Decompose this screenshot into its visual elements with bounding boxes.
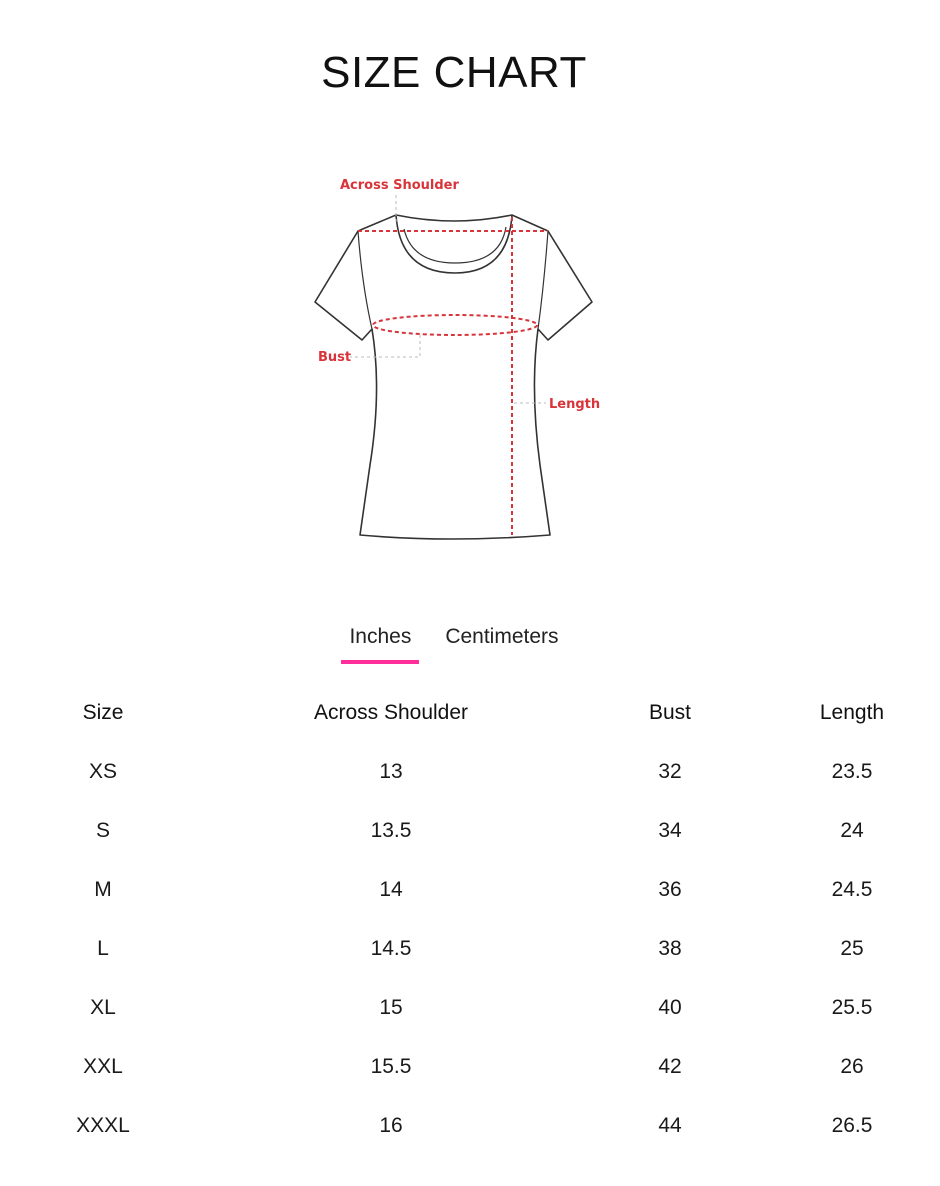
- tshirt-measurement-diagram: [300, 165, 610, 550]
- cell-size: XL: [90, 995, 116, 1019]
- cell-shoulder: 15: [379, 995, 403, 1019]
- page-title: SIZE CHART: [321, 48, 587, 97]
- cell-length: 24.5: [831, 877, 873, 901]
- tab-centimeters[interactable]: Centimeters: [445, 625, 559, 648]
- label-bust: Bust: [318, 350, 352, 365]
- cell-shoulder: 13.5: [370, 818, 412, 842]
- table-header-row: [0, 683, 940, 742]
- cell-length: 25: [840, 936, 864, 960]
- cell-length: 26: [840, 1054, 864, 1078]
- tshirt-illustration: [300, 165, 610, 550]
- label-length: Length: [549, 397, 601, 412]
- cell-shoulder: 13: [379, 759, 403, 783]
- table-row: [0, 1037, 940, 1096]
- table-row: [0, 801, 940, 860]
- cell-size: XS: [88, 759, 117, 783]
- tshirt-outline: [315, 215, 592, 539]
- cell-size: S: [95, 818, 110, 842]
- cell-bust: 44: [658, 1113, 682, 1137]
- header-size: Size: [82, 700, 124, 724]
- unit-tabs: [0, 624, 908, 664]
- cell-size: XXXL: [76, 1113, 130, 1137]
- cell-bust: 38: [658, 936, 682, 960]
- label-across-shoulder: Across Shoulder: [340, 178, 459, 193]
- table-row: [0, 978, 940, 1037]
- cell-bust: 32: [658, 759, 682, 783]
- cell-length: 23.5: [831, 759, 873, 783]
- cell-length: 25.5: [831, 995, 873, 1019]
- cell-shoulder: 14.5: [370, 936, 412, 960]
- table-row: [0, 1096, 940, 1155]
- cell-length: 26.5: [831, 1113, 873, 1137]
- cell-length: 24: [840, 818, 864, 842]
- cell-bust: 40: [658, 995, 682, 1019]
- header-across-shoulder: Across Shoulder: [313, 700, 469, 724]
- cell-size: L: [97, 936, 109, 960]
- header-length: Length: [819, 700, 885, 724]
- size-table: [0, 683, 940, 1155]
- table-row: [0, 919, 940, 978]
- tab-inches[interactable]: Inches: [341, 624, 419, 664]
- cell-bust: 42: [658, 1054, 682, 1078]
- cell-shoulder: 15.5: [370, 1054, 412, 1078]
- cell-bust: 36: [658, 877, 682, 901]
- cell-size: XXL: [83, 1054, 123, 1078]
- neckline: [396, 215, 512, 273]
- cell-shoulder: 16: [379, 1113, 403, 1137]
- table-row: [0, 742, 940, 801]
- cell-shoulder: 14: [379, 877, 403, 901]
- table-row: [0, 860, 940, 919]
- header-bust: Bust: [648, 700, 692, 724]
- cell-bust: 34: [658, 818, 682, 842]
- cell-size: M: [94, 877, 112, 901]
